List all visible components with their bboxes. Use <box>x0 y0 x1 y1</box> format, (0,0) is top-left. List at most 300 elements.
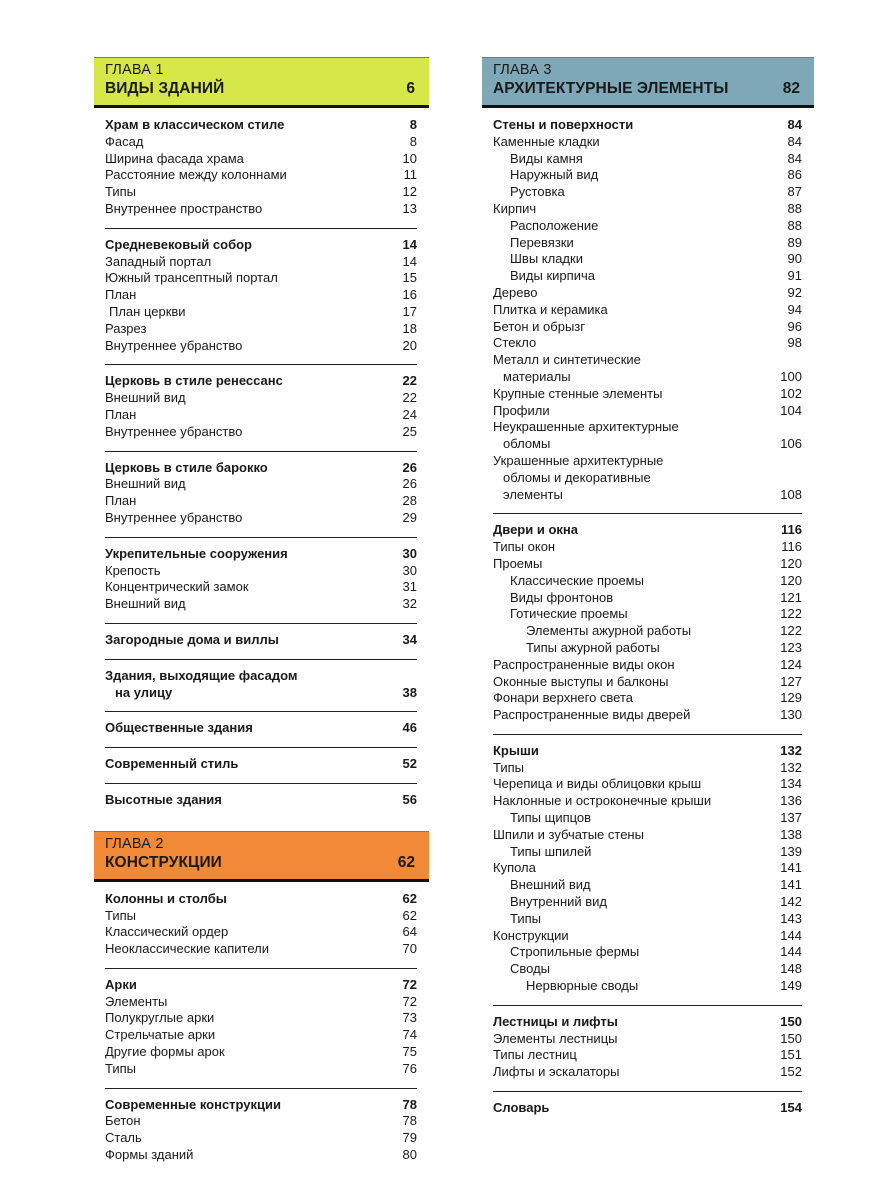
toc-entry-page: 150 <box>780 1030 802 1046</box>
toc-entry[interactable] <box>493 810 802 827</box>
toc-entry-title <box>493 1047 776 1064</box>
toc-entry-title <box>493 134 776 151</box>
toc-entry[interactable] <box>105 134 417 151</box>
toc-heading[interactable] <box>105 792 417 809</box>
toc-entry-text: Фасад <box>105 133 144 149</box>
toc-entry-title <box>493 319 776 336</box>
toc-heading[interactable] <box>493 117 802 134</box>
toc-entry[interactable] <box>105 596 417 613</box>
toc-entry[interactable] <box>493 590 802 607</box>
toc-entry[interactable] <box>493 453 802 503</box>
toc-entry[interactable] <box>493 657 802 674</box>
toc-entry-page: 29 <box>402 509 417 525</box>
toc-entry-title <box>493 573 776 590</box>
toc-entry-page: 108 <box>780 486 802 502</box>
toc-entry-title <box>493 944 776 961</box>
toc-entry-text: Бетон и обрызг <box>493 318 585 334</box>
toc-entry-title <box>493 844 776 861</box>
toc-entry[interactable] <box>493 793 802 810</box>
toc-entry-page: 26 <box>402 476 417 492</box>
toc-entry-text: Наружный вид <box>510 167 599 183</box>
toc-entry-title <box>105 338 391 355</box>
toc-entry-page: 130 <box>780 707 802 723</box>
toc-entry[interactable] <box>105 270 417 287</box>
toc-entry[interactable] <box>493 218 802 235</box>
toc-entry-text: Укрепительные сооружения <box>105 545 288 561</box>
toc-entry-text: Внутреннее убранство <box>105 337 243 353</box>
toc-entry-page: 138 <box>780 826 802 842</box>
toc-entry-title <box>493 302 776 319</box>
toc-entry-text: Внутреннее убранство <box>105 423 243 439</box>
chapter-1-block <box>94 57 429 819</box>
toc-heading[interactable] <box>105 668 417 702</box>
toc-entry-text: Перевязки <box>510 234 574 250</box>
toc-entry[interactable] <box>105 1027 417 1044</box>
toc-entry-text-continued: обломы и декоративные <box>503 469 651 485</box>
toc-entry-text: Неоклассические капители <box>105 941 270 957</box>
toc-entry[interactable] <box>493 928 802 945</box>
toc-entry-text: Церковь в стиле ренессанс <box>105 373 283 389</box>
toc-entry-title <box>105 287 391 304</box>
toc-entry-page: 22 <box>402 390 417 406</box>
toc-entry[interactable] <box>493 1031 802 1048</box>
chapter-title[interactable]: КОНСТРУКЦИИ <box>105 853 222 871</box>
toc-entry[interactable] <box>493 978 802 995</box>
toc-entry-text: Черепица и виды облицовки крыш <box>493 776 702 792</box>
toc-entry-text: Концентрический замок <box>105 579 249 595</box>
toc-entry[interactable] <box>105 493 417 510</box>
toc-heading[interactable] <box>105 756 417 773</box>
toc-heading[interactable] <box>105 546 417 563</box>
toc-entry[interactable] <box>493 539 802 556</box>
toc-entry-text: Расположение <box>510 217 599 233</box>
toc-entry[interactable] <box>105 1044 417 1061</box>
toc-entry-text: Неукрашенные архитектурные <box>493 419 679 435</box>
toc-entry-page: 94 <box>787 301 802 317</box>
toc-entry-title <box>105 632 391 649</box>
toc-entry-text: Крыши <box>493 742 539 758</box>
toc-entry-text: Украшенные архитектурные <box>493 452 664 468</box>
toc-entry[interactable] <box>493 674 802 691</box>
toc-entry-page: 104 <box>780 402 802 418</box>
toc-entry-text: Лестницы и лифты <box>493 1013 618 1029</box>
chapter-number: ГЛАВА 2 <box>105 835 164 852</box>
toc-entry-page: 139 <box>780 843 802 859</box>
toc-entry-page: 144 <box>780 944 802 960</box>
toc-entry[interactable] <box>493 707 802 724</box>
toc-entry-page: 152 <box>780 1064 802 1080</box>
toc-entry[interactable] <box>493 167 802 184</box>
toc-entry-text: Внутренний вид <box>510 894 608 910</box>
toc-entry-page: 26 <box>402 459 417 475</box>
toc-entry[interactable] <box>493 827 802 844</box>
toc-entry-title <box>105 1113 391 1130</box>
toc-entry-title <box>493 707 776 724</box>
toc-entry[interactable] <box>105 510 417 527</box>
toc-entry-text: Проемы <box>493 555 543 571</box>
toc-entry-title <box>493 419 776 453</box>
toc-entry-title <box>493 827 776 844</box>
toc-entry-title <box>493 978 776 995</box>
toc-entry-title <box>493 657 776 674</box>
toc-entry[interactable] <box>493 606 802 623</box>
toc-entry[interactable] <box>105 287 417 304</box>
toc-column-left <box>94 57 429 1182</box>
toc-entry-page: 8 <box>409 117 417 132</box>
toc-entry-page: 98 <box>787 335 802 351</box>
toc-heading[interactable] <box>105 977 417 994</box>
toc-entry-page: 87 <box>787 184 802 200</box>
toc-entry[interactable] <box>493 640 802 657</box>
toc-heading[interactable] <box>105 891 417 908</box>
toc-entry-title <box>493 285 776 302</box>
toc-entry-page: 88 <box>787 200 802 216</box>
toc-entry[interactable] <box>105 1130 417 1147</box>
toc-entry-title <box>105 1147 391 1164</box>
toc-entry-text: Лифты и эскалаторы <box>493 1064 620 1080</box>
toc-entry[interactable] <box>493 335 802 352</box>
toc-entry[interactable] <box>105 924 417 941</box>
chapter-3-block <box>482 57 814 1127</box>
toc-entry-page: 106 <box>780 436 802 452</box>
toc-entry[interactable] <box>105 424 417 441</box>
toc-entry-title <box>493 590 776 607</box>
toc-heading[interactable] <box>105 373 417 390</box>
toc-entry-text: Полукруглые арки <box>105 1010 215 1026</box>
toc-heading[interactable] <box>105 632 417 649</box>
toc-entry[interactable] <box>493 403 802 420</box>
toc-entry-title <box>493 184 776 201</box>
toc-entry-title <box>105 270 391 287</box>
toc-entry-text: Дерево <box>493 284 538 300</box>
toc-entry-page: 20 <box>402 337 417 353</box>
toc-entry-text: Типы щипцов <box>510 810 592 826</box>
toc-entry-page: 10 <box>402 150 417 166</box>
toc-entry-text: Формы зданий <box>105 1147 194 1163</box>
toc-entry-page: 72 <box>402 993 417 1009</box>
toc-heading[interactable] <box>105 117 417 134</box>
toc-entry-text: Типы лестниц <box>493 1047 577 1063</box>
toc-entry[interactable] <box>105 579 417 596</box>
toc-entry[interactable] <box>493 134 802 151</box>
toc-entry-page: 122 <box>780 623 802 639</box>
toc-entry[interactable] <box>493 844 802 861</box>
toc-entry-title <box>493 1064 776 1081</box>
toc-entry-text: Шпили и зубчатые стены <box>493 826 644 842</box>
toc-entry-text: Элементы ажурной работы <box>526 623 692 639</box>
toc-entry-page: 137 <box>780 810 802 826</box>
toc-entry-text: Каменные кладки <box>493 133 600 149</box>
toc-entry-text-continued: обломы <box>503 436 551 452</box>
toc-entry-text: План <box>105 287 137 303</box>
toc-entry-text: План <box>105 406 137 422</box>
chapter-number: ГЛАВА 3 <box>493 62 552 78</box>
toc-entry-title <box>105 254 391 271</box>
chapter-header <box>94 831 429 882</box>
toc-entry[interactable] <box>493 201 802 218</box>
toc-entry[interactable] <box>493 894 802 911</box>
toc-entry-title <box>105 1097 391 1114</box>
toc-heading[interactable] <box>493 1014 802 1031</box>
toc-entry-title <box>105 134 391 151</box>
toc-entry-title <box>105 201 391 218</box>
toc-entry-title <box>493 335 776 352</box>
toc-entry-page: 78 <box>402 1096 417 1112</box>
toc-entry-page: 141 <box>780 877 802 893</box>
toc-entry[interactable] <box>493 690 802 707</box>
toc-entry-text: Здания, выходящие фасадом <box>105 667 298 683</box>
toc-entry[interactable] <box>493 573 802 590</box>
toc-entry-text: План <box>105 493 137 509</box>
toc-entry-page: 89 <box>787 234 802 250</box>
toc-entry[interactable] <box>493 911 802 928</box>
toc-entry[interactable] <box>493 1064 802 1081</box>
toc-entry[interactable] <box>493 302 802 319</box>
toc-heading[interactable] <box>493 1100 802 1117</box>
toc-entry[interactable] <box>493 1047 802 1064</box>
toc-entry-page: 84 <box>787 117 802 132</box>
toc-entry-text: Внешний вид <box>105 476 186 492</box>
toc-entry-title <box>493 201 776 218</box>
toc-entry-title <box>105 424 391 441</box>
toc-entry-text: Элементы <box>105 993 168 1009</box>
toc-entry-page: 28 <box>402 493 417 509</box>
toc-entry-title <box>493 674 776 691</box>
toc-entry[interactable] <box>105 304 417 321</box>
toc-entry[interactable] <box>493 235 802 252</box>
toc-entry-text: Конструкции <box>493 927 569 943</box>
toc-entry-page: 38 <box>402 684 417 700</box>
toc-entry-page: 15 <box>402 270 417 286</box>
toc-entry-title <box>493 793 776 810</box>
toc-entry-page: 24 <box>402 406 417 422</box>
toc-entry-page: 84 <box>787 150 802 166</box>
toc-entry-title <box>105 941 391 958</box>
toc-entry-page: 132 <box>780 742 802 758</box>
toc-entry[interactable] <box>493 556 802 573</box>
toc-entry-text: План церкви <box>109 303 186 319</box>
chapter-title[interactable]: АРХИТЕКТУРНЫЕ ЭЛЕМЕНТЫ <box>493 80 729 97</box>
toc-entry[interactable] <box>105 390 417 407</box>
toc-entry-page: 151 <box>780 1047 802 1063</box>
toc-entry-page: 116 <box>781 522 802 538</box>
toc-entry[interactable] <box>493 877 802 894</box>
toc-entry-text: Внешний вид <box>510 877 591 893</box>
toc-entry-title <box>493 1100 776 1117</box>
toc-entry-page: 62 <box>402 907 417 923</box>
toc-entry-page: 79 <box>402 1130 417 1146</box>
toc-entry-page: 75 <box>402 1044 417 1060</box>
toc-entry-title <box>105 579 391 596</box>
toc-heading[interactable] <box>105 237 417 254</box>
toc-entry-text: Западный портал <box>105 253 212 269</box>
toc-entry-title <box>493 1031 776 1048</box>
toc-entry-text: Типы шпилей <box>510 843 592 859</box>
toc-entry-text: Швы кладки <box>510 251 583 267</box>
toc-entry[interactable] <box>493 944 802 961</box>
toc-entry-title <box>493 690 776 707</box>
toc-entry[interactable] <box>493 319 802 336</box>
toc-entry-title <box>105 994 391 1011</box>
toc-section <box>493 522 802 735</box>
toc-entry-text: Крепость <box>105 562 161 578</box>
toc-entry-title <box>105 390 391 407</box>
toc-entry-title <box>493 539 776 556</box>
toc-entry-page: 120 <box>780 555 802 571</box>
toc-heading[interactable] <box>493 743 802 760</box>
toc-entry-title <box>105 321 391 338</box>
toc-entry-page: 14 <box>402 236 417 252</box>
toc-entry-text: Своды <box>510 961 551 977</box>
toc-entry[interactable] <box>493 419 802 453</box>
toc-entry-title <box>105 756 391 773</box>
toc-entry-title <box>105 792 391 809</box>
toc-entry[interactable] <box>493 760 802 777</box>
toc-heading[interactable] <box>493 522 802 539</box>
toc-entry-text: Типы <box>105 907 137 923</box>
toc-entry-title <box>105 546 391 563</box>
toc-entry[interactable] <box>105 1061 417 1078</box>
toc-entry[interactable] <box>493 268 802 285</box>
toc-entry[interactable] <box>493 251 802 268</box>
toc-entry-page: 72 <box>402 976 417 992</box>
toc-entry-title <box>493 386 776 403</box>
toc-section <box>493 117 802 514</box>
toc-entry-title <box>105 237 391 254</box>
toc-entry-title <box>105 1130 391 1147</box>
toc-entry-text: Средневековый собор <box>105 236 252 252</box>
toc-entry-text: Типы <box>105 184 137 200</box>
toc-entry-text: Фонари верхнего света <box>493 690 634 706</box>
toc-entry-text-continued: элементы <box>503 486 563 502</box>
toc-entry-page: 52 <box>402 756 417 772</box>
toc-entry-page: 150 <box>780 1013 802 1029</box>
toc-section <box>105 720 417 748</box>
toc-heading[interactable] <box>105 1097 417 1114</box>
chapter-title[interactable]: ВИДЫ ЗДАНИЙ <box>105 80 225 97</box>
toc-entry-text: Сталь <box>105 1130 142 1146</box>
toc-entry-page: 70 <box>402 941 417 957</box>
toc-entry-page: 34 <box>402 631 417 647</box>
toc-entry-title <box>105 407 391 424</box>
toc-entry-text: Рустовка <box>510 184 565 200</box>
toc-entry-text: Элементы лестницы <box>493 1030 618 1046</box>
toc-entry-title <box>105 1044 391 1061</box>
toc-entry-page: 88 <box>787 217 802 233</box>
toc-entry-page: 13 <box>402 200 417 216</box>
toc-entry[interactable] <box>493 386 802 403</box>
toc-section <box>493 743 802 1006</box>
toc-entry-page: 31 <box>402 579 417 595</box>
toc-entry-page: 46 <box>402 720 417 736</box>
toc-entry-page: 136 <box>780 793 802 809</box>
toc-entry[interactable] <box>493 623 802 640</box>
toc-entry-text: Разрез <box>105 320 147 336</box>
toc-entry-title <box>493 453 776 503</box>
toc-section <box>105 632 417 660</box>
toc-entry-text: Виды камня <box>510 150 583 166</box>
toc-entry-page: 154 <box>780 1100 802 1116</box>
toc-entry[interactable] <box>105 407 417 424</box>
toc-entry-page: 127 <box>780 673 802 689</box>
toc-entry-title <box>105 1010 391 1027</box>
toc-entry-text: Колонны и столбы <box>105 890 227 906</box>
toc-entry-title <box>493 235 776 252</box>
toc-entry-text: Типы <box>510 910 542 926</box>
toc-entry-title <box>105 151 391 168</box>
toc-entry[interactable] <box>493 776 802 793</box>
toc-section <box>105 1097 417 1174</box>
toc-entry-page: 124 <box>780 656 802 672</box>
toc-entry[interactable] <box>493 860 802 877</box>
toc-entry-page: 30 <box>402 562 417 578</box>
toc-entry[interactable] <box>493 961 802 978</box>
toc-entry-text: Кирпич <box>493 200 537 216</box>
toc-entry-text-continued: материалы <box>503 368 571 384</box>
toc-section <box>105 891 417 969</box>
toc-entry-title <box>105 373 391 390</box>
chapter-header <box>482 57 814 108</box>
toc-entry[interactable] <box>105 338 417 355</box>
toc-entry[interactable] <box>493 151 802 168</box>
toc-entry[interactable] <box>105 563 417 580</box>
toc-entry-title <box>493 556 776 573</box>
toc-entry[interactable] <box>493 352 802 386</box>
toc-entry-text: Внутреннее убранство <box>105 509 243 525</box>
toc-entry[interactable] <box>105 321 417 338</box>
toc-entry-title <box>493 860 776 877</box>
toc-entry-page: 8 <box>409 133 417 149</box>
toc-entry[interactable] <box>105 151 417 168</box>
toc-entry-page: 14 <box>402 253 417 269</box>
toc-entry-title <box>105 510 391 527</box>
toc-entry-text: Классические проемы <box>510 572 644 588</box>
toc-entry[interactable] <box>105 184 417 201</box>
toc-entry[interactable] <box>105 167 417 184</box>
toc-entry[interactable] <box>105 201 417 218</box>
toc-entry[interactable] <box>493 285 802 302</box>
toc-entry[interactable] <box>105 908 417 925</box>
toc-entry[interactable] <box>105 476 417 493</box>
toc-entry-title <box>493 522 776 539</box>
toc-heading[interactable] <box>105 460 417 477</box>
toc-entry[interactable] <box>493 184 802 201</box>
toc-entry-title <box>105 304 391 321</box>
toc-entry-title <box>105 668 391 702</box>
toc-entry-text: Современный стиль <box>105 756 239 772</box>
toc-entry[interactable] <box>105 1147 417 1164</box>
toc-entry-title <box>105 891 391 908</box>
toc-entry[interactable] <box>105 254 417 271</box>
toc-entry-text: Типы ажурной работы <box>526 639 660 655</box>
toc-entry-page: 76 <box>402 1060 417 1076</box>
toc-entry-title <box>493 403 776 420</box>
toc-entry[interactable] <box>105 1010 417 1027</box>
toc-entry-text: Металл и синтетические <box>493 352 641 368</box>
toc-entry-page: 78 <box>402 1113 417 1129</box>
toc-entry-title <box>493 218 776 235</box>
toc-entry[interactable] <box>105 994 417 1011</box>
toc-entry[interactable] <box>105 1113 417 1130</box>
toc-entry[interactable] <box>105 941 417 958</box>
toc-entry-title <box>105 563 391 580</box>
toc-heading[interactable] <box>105 720 417 737</box>
toc-entry-title <box>105 167 391 184</box>
toc-entry-text: Наклонные и остроконечные крыши <box>493 793 712 809</box>
toc-entry-text: Распространенные виды дверей <box>493 707 691 723</box>
toc-entry-text: Церковь в стиле барокко <box>105 459 268 475</box>
toc-entry-text: Виды фронтонов <box>510 589 614 605</box>
